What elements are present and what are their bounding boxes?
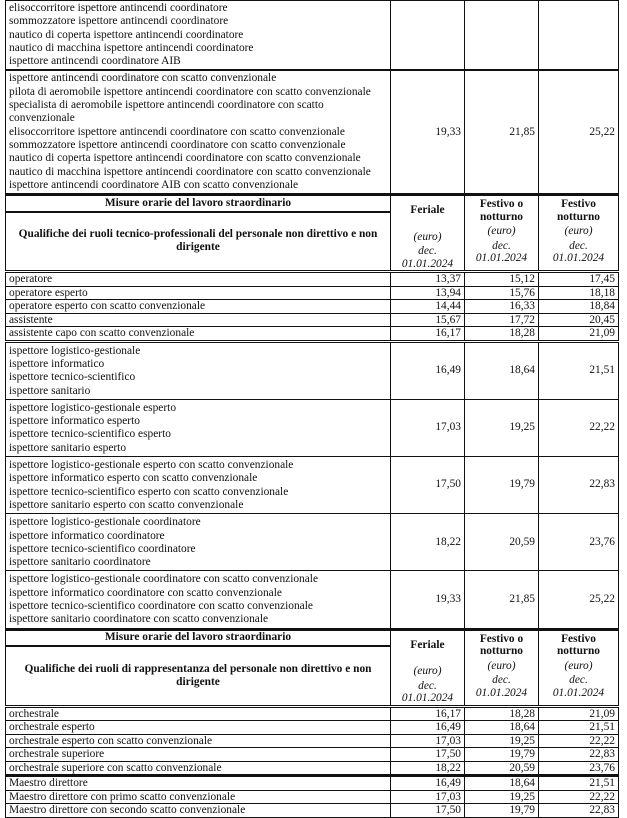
- table-row: [6, 514, 619, 571]
- column-title: Festivo: [561, 632, 596, 645]
- column-date: 01.01.2024: [552, 686, 605, 699]
- festivo-notturno-value: 22,83: [539, 748, 619, 762]
- overtime-rates-table: [5, 0, 619, 818]
- table-row: [6, 1, 619, 71]
- qualification-label: convenzionale: [9, 112, 75, 125]
- festivo-o-notturno-value: 18,28: [465, 327, 539, 342]
- section-subtitle: Qualifiche dei ruoli di rappresentanza del personale non direttivo e non dirigente: [6, 646, 391, 706]
- feriale-value: 18,22: [391, 514, 465, 571]
- festivo-notturno-value: 25,22: [539, 571, 619, 629]
- qualification-label: ispettore sanitario esperto con scatto convenzionale: [9, 498, 244, 511]
- feriale-value: 17,03: [391, 399, 465, 456]
- table-row: [6, 804, 619, 818]
- table-row: [6, 734, 619, 748]
- feriale-value: 14,44: [391, 300, 465, 314]
- qualification-label: ispettore tecnico-scientifico esperto: [9, 428, 171, 441]
- qualification-cell: [6, 1, 391, 71]
- section2-header: [6, 195, 619, 212]
- qualification-label: ispettore sanitario coordinatore: [9, 556, 151, 569]
- festivo-notturno-value: 17,45: [539, 272, 619, 287]
- qualification-label: assistente: [6, 313, 391, 327]
- festivo-o-notturno-value: 19,79: [465, 748, 539, 762]
- qualification-label: pilota di aeromobile ispettore antincendi coordinatore con scatto convenzionale: [9, 85, 371, 98]
- column-dec: dec.: [569, 239, 588, 252]
- qualification-label: ispettore informatico esperto: [9, 415, 140, 428]
- overtime-rates-document: [5, 0, 618, 818]
- festivo-notturno-value: 21,51: [539, 776, 619, 791]
- qualification-label: orchestrale esperto con scatto convenzionale: [6, 734, 391, 748]
- feriale-column-header: [391, 629, 465, 706]
- qualification-label: ispettore tecnico-scientifico coordinatore con scatto convenzionale: [9, 600, 313, 612]
- qualification-label: nautico di macchina ispettore antincendi coordinatore con scatto convenzionale: [9, 165, 371, 178]
- table-row: [6, 286, 619, 300]
- qualification-label: ispettore antincendi coordinatore con scatto convenzionale: [9, 72, 277, 85]
- qualification-label: ispettore sanitario: [9, 384, 91, 397]
- festivo-notturno-value: 21,51: [539, 721, 619, 735]
- feriale-value: 15,67: [391, 313, 465, 327]
- qualification-label: Maestro direttore: [6, 776, 391, 791]
- festivo-o-notturno-value: 20,59: [465, 514, 539, 571]
- qualification-cell: [6, 514, 391, 571]
- qualification-label: ispettore informatico esperto con scatto convenzionale: [9, 472, 258, 485]
- feriale-value: 19,33: [391, 571, 465, 629]
- qualification-label: operatore esperto con scatto convenzionale: [6, 300, 391, 314]
- qualification-label: specialista di aeromobile ispettore antincendi coordinatore con scatto: [9, 99, 324, 112]
- column-date: 01.01.2024: [401, 257, 454, 270]
- column-title: Feriale: [410, 204, 445, 217]
- festivo-notturno-value: 23,76: [539, 514, 619, 571]
- table-row: [6, 748, 619, 762]
- table-row: [6, 761, 619, 776]
- festivo-o-notturno-value: 15,76: [465, 286, 539, 300]
- table-row: [6, 721, 619, 735]
- qualification-cell: [6, 457, 391, 514]
- qualification-label: ispettore sanitario coordinatore con scatto convenzionale: [9, 613, 269, 626]
- qualification-label: ispettore informatico coordinatore: [9, 529, 165, 542]
- festivo-notturno-value: 22,22: [539, 790, 619, 804]
- feriale-value: 17,03: [391, 734, 465, 748]
- qualification-label: Maestro direttore con primo scatto convenzionale: [6, 790, 391, 804]
- festivo-o-notturno-value: 21,85: [465, 571, 539, 629]
- qualification-label: elisoccorritore ispettore antincendi coordinatore: [9, 2, 228, 14]
- section-title: Misure orarie del lavoro straordinario: [6, 195, 391, 212]
- column-title: notturno: [556, 210, 601, 223]
- qualification-label: assistente capo con scatto convenzionale: [6, 327, 391, 342]
- feriale-value: 16,17: [391, 327, 465, 342]
- feriale-value: 17,50: [391, 457, 465, 514]
- qualification-label: ispettore informatico coordinatore con scatto convenzionale: [9, 586, 282, 599]
- table-row: [6, 70, 619, 194]
- festivo-o-notturno-value: 18,28: [465, 706, 539, 721]
- column-unit: (euro): [487, 659, 516, 672]
- qualification-label: ispettore tecnico-scientifico: [9, 371, 136, 384]
- festivo-o-notturno-value: 21,85: [465, 70, 539, 194]
- festivo-notturno-value: 21,51: [539, 341, 619, 399]
- table-row: [6, 341, 619, 399]
- qualification-label: ispettore antincendi coordinatore AIB con scatto convenzionale: [9, 178, 299, 191]
- table-row: [6, 399, 619, 456]
- table-row: [6, 272, 619, 287]
- table-row: [6, 790, 619, 804]
- column-date: 01.01.2024: [401, 692, 454, 705]
- festivo-notturno-value: 22,22: [539, 399, 619, 456]
- qualification-cell: [6, 571, 391, 629]
- qualification-label: Maestro direttore con secondo scatto convenzionale: [6, 804, 391, 818]
- festivo-o-notturno-value: 20,59: [465, 761, 539, 776]
- feriale-value: 19,33: [391, 70, 465, 194]
- qualification-label: operatore esperto: [6, 286, 391, 300]
- festivo-o-notturno-value: 17,72: [465, 313, 539, 327]
- feriale-value: 17,50: [391, 804, 465, 818]
- feriale-value: 16,49: [391, 341, 465, 399]
- table-row: [6, 327, 619, 342]
- feriale-value: 17,50: [391, 748, 465, 762]
- qualification-label: nautico di coperta ispettore antincendi coordinatore con scatto convenzionale: [9, 152, 361, 165]
- qualification-label: ispettore logistico-gestionale coordinatore con scatto convenzionale: [9, 573, 319, 586]
- festivo-o-notturno-value: [465, 1, 539, 71]
- festivo-notturno-value: 23,76: [539, 761, 619, 776]
- section-title: Misure orarie del lavoro straordinario: [6, 629, 391, 646]
- qualification-label: sommozzatore ispettore antincendi coordinatore: [9, 15, 229, 28]
- qualification-label: ispettore antincendi coordinatore AIB: [9, 55, 181, 68]
- qualification-label: ispettore tecnico-scientifico coordinatore: [9, 542, 196, 555]
- qualification-cell: [6, 70, 391, 194]
- column-unit: (euro): [564, 225, 593, 238]
- table-row: [6, 457, 619, 514]
- feriale-value: [391, 1, 465, 71]
- column-dec: dec.: [492, 674, 511, 687]
- feriale-value: 16,17: [391, 706, 465, 721]
- qualification-label: ispettore logistico-gestionale coordinatore: [9, 516, 201, 529]
- column-title: notturno: [479, 210, 524, 223]
- column-unit: (euro): [564, 659, 593, 672]
- feriale-value: 16,49: [391, 776, 465, 791]
- qualification-label: sommozzatore ispettore antincendi coordinatore con scatto convenzionale: [9, 138, 346, 151]
- column-dec: dec.: [418, 679, 437, 692]
- qualification-label: operatore: [6, 272, 391, 287]
- qualification-label: ispettore logistico-gestionale esperto: [9, 401, 177, 414]
- festivo-notturno-value: 22,22: [539, 734, 619, 748]
- qualification-label: ispettore tecnico-scientifico esperto con scatto convenzionale: [9, 485, 289, 498]
- festivo-notturno-value: 18,18: [539, 286, 619, 300]
- spacer: [394, 651, 461, 665]
- festivo-notturno-value: 22,83: [539, 804, 619, 818]
- festivo-o-notturno-value: 18,64: [465, 776, 539, 791]
- column-unit: (euro): [413, 665, 442, 678]
- table-row: [6, 300, 619, 314]
- festivo-o-notturno-value: 15,12: [465, 272, 539, 287]
- festivo-notturno-value: 25,22: [539, 70, 619, 194]
- feriale-value: 18,22: [391, 761, 465, 776]
- column-title: Festivo: [561, 198, 596, 211]
- column-unit: (euro): [413, 230, 442, 243]
- qualification-label: ispettore sanitario esperto: [9, 441, 127, 454]
- table-row: [6, 313, 619, 327]
- column-dec: dec.: [569, 674, 588, 687]
- feriale-value: 13,94: [391, 286, 465, 300]
- column-date: 01.01.2024: [475, 252, 528, 265]
- festivo-notturno-value: 20,45: [539, 313, 619, 327]
- qualification-label: nautico di coperta ispettore antincendi coordinatore: [9, 28, 244, 41]
- festivo-notturno-value: 21,09: [539, 327, 619, 342]
- festivo-notturno-value: 21,09: [539, 706, 619, 721]
- festivo-o-notturno-value: 19,25: [465, 399, 539, 456]
- qualification-label: elisoccorritore ispettore antincendi coordinatore con scatto convenzionale: [9, 125, 345, 138]
- feriale-value: 17,03: [391, 790, 465, 804]
- column-title: notturno: [479, 645, 524, 658]
- festivo-o-notturno-value: 16,33: [465, 300, 539, 314]
- section-subtitle: Qualifiche dei ruoli tecnico-professionali del personale non direttivo e non dirigente: [6, 212, 391, 272]
- column-dec: dec.: [492, 239, 511, 252]
- feriale-value: 13,37: [391, 272, 465, 287]
- spacer: [394, 217, 461, 231]
- column-date: 01.01.2024: [475, 686, 528, 699]
- festivo-o-notturno-value: 18,64: [465, 341, 539, 399]
- qualification-label: ispettore logistico-gestionale esperto con scatto convenzionale: [9, 459, 294, 472]
- column-title: Feriale: [410, 638, 445, 651]
- feriale-column-header: [391, 195, 465, 272]
- festivo-notturno-value: 22,83: [539, 457, 619, 514]
- festivo-o-notturno-value: 18,64: [465, 721, 539, 735]
- qualification-label: ispettore logistico-gestionale: [9, 344, 141, 357]
- column-title: Festivo o: [479, 632, 524, 645]
- festivo-o-notturno-value: 19,79: [465, 804, 539, 818]
- table-row: [6, 706, 619, 721]
- column-date: 01.01.2024: [552, 252, 605, 265]
- table-row: [6, 776, 619, 791]
- column-dec: dec.: [418, 245, 437, 258]
- festivo-notturno-value: 18,84: [539, 300, 619, 314]
- column-title: notturno: [556, 645, 601, 658]
- section3-header: [6, 629, 619, 646]
- festivo-notturno-column-header: [539, 195, 619, 272]
- festivo-o-notturno-value: 19,25: [465, 790, 539, 804]
- qualification-label: orchestrale superiore con scatto convenzionale: [6, 761, 391, 776]
- qualification-label: nautico di macchina ispettore antincendi coordinatore: [9, 41, 254, 54]
- qualification-label: orchestrale esperto: [6, 721, 391, 735]
- festivo-o-notturno-value: 19,79: [465, 457, 539, 514]
- festivo-o-notturno-value: 19,25: [465, 734, 539, 748]
- festivo-o-notturno-column-header: [465, 629, 539, 706]
- table-row: [6, 571, 619, 629]
- qualification-cell: [6, 399, 391, 456]
- festivo-o-notturno-column-header: [465, 195, 539, 272]
- column-title: Festivo o: [479, 198, 524, 211]
- qualification-label: ispettore informatico: [9, 357, 105, 370]
- qualification-label: orchestrale superiore: [6, 748, 391, 762]
- festivo-notturno-column-header: [539, 629, 619, 706]
- column-unit: (euro): [487, 225, 516, 238]
- festivo-notturno-value: [539, 1, 619, 71]
- qualification-cell: [6, 341, 391, 399]
- feriale-value: 16,49: [391, 721, 465, 735]
- qualification-label: orchestrale: [6, 706, 391, 721]
